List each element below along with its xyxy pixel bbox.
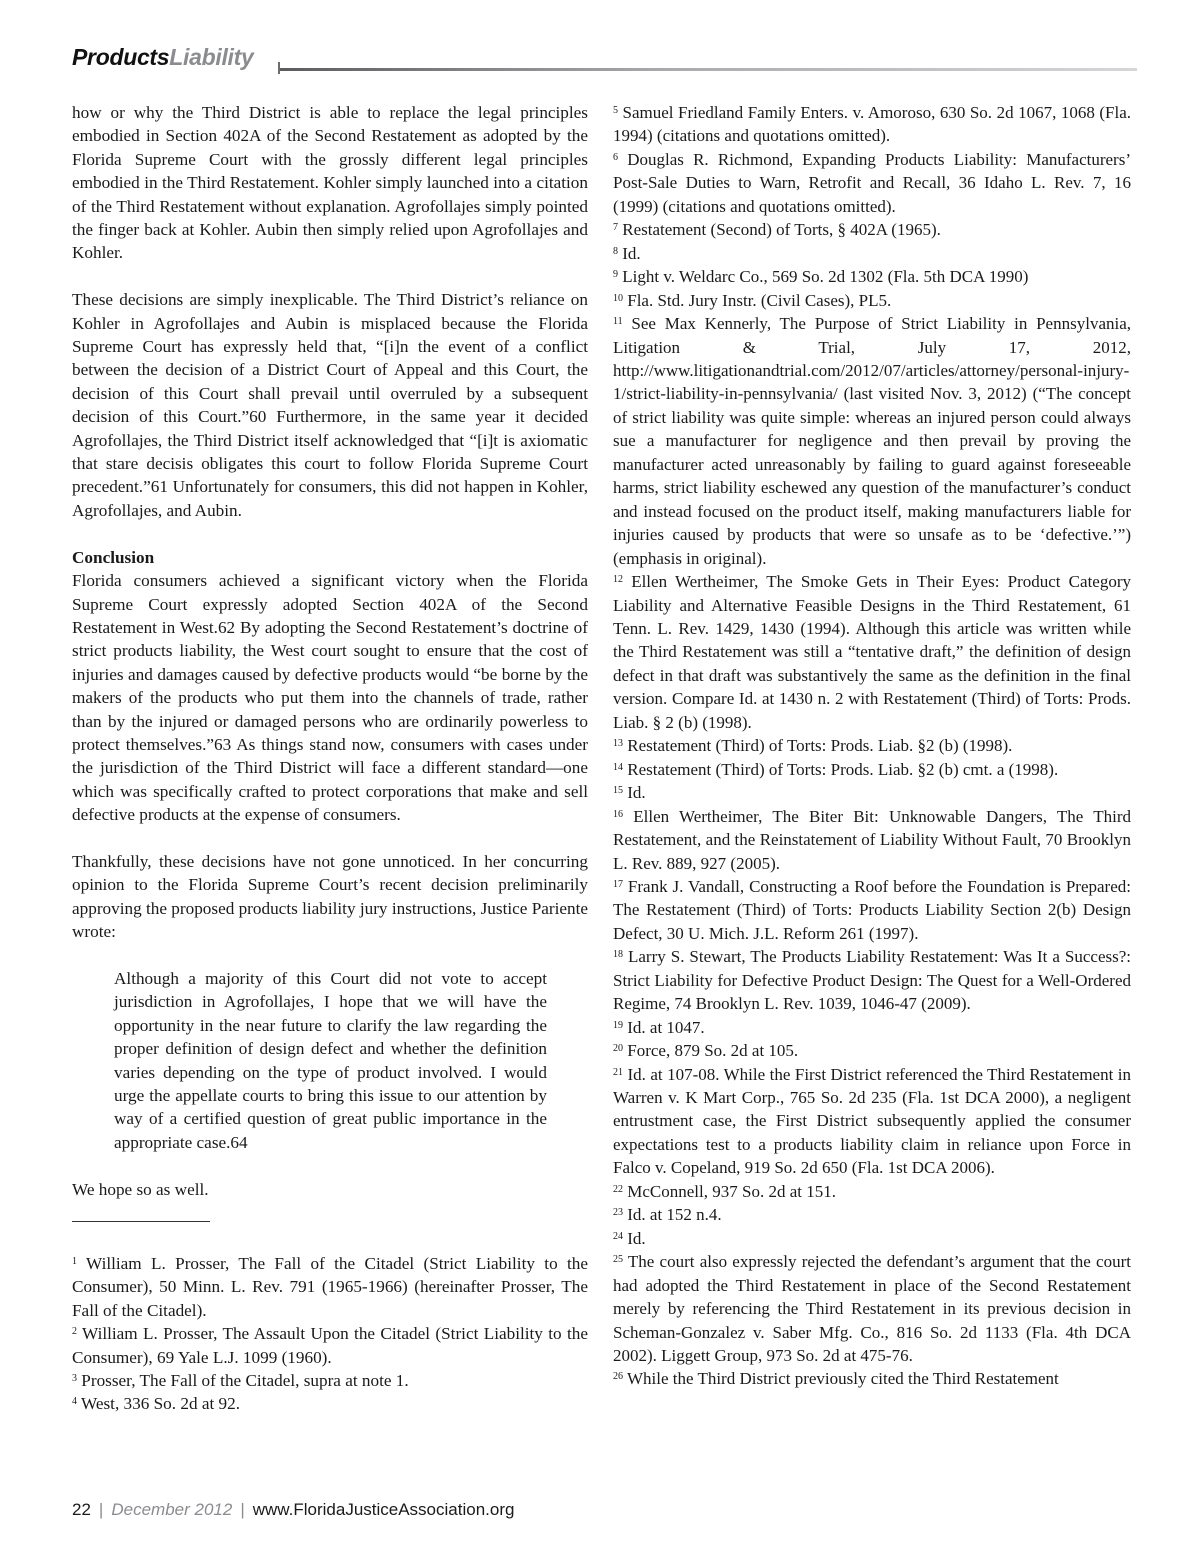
footnote-text: Ellen Wertheimer, The Biter Bit: Unknowable Dangers, The Third Restatement, and the Reinstatement of Liability Without Fault, 70 Brooklyn L. Rev. 889, 927 (2005). <box>613 806 1132 873</box>
footnote-text: Larry S. Stewart, The Products Liability Restatement: Was It a Success?: Strict Liability for Defective Product Design: The Quest for a Well-Ordered Regime, 74 Brooklyn L. Rev. 1039, 1046-47 (2009). <box>613 947 1132 1014</box>
footnote-text: West, 336 So. 2d at 92. <box>81 1394 241 1414</box>
website-link[interactable]: www.FloridaJusticeAssociation.org <box>252 1500 515 1519</box>
issue-date: December 2012 <box>111 1500 233 1519</box>
footnote-text: See Max Kennerly, The Purpose of Strict Liability in Pennsylvania, Litigation & Trial, July 17, 2012, http://www.litigationandtrial.com/2012/07/articles/attorney/personal-injury-1/strict-liability-in-pennsylvania/ (last visited Nov. 3, 2012) (“The concept of strict liability was quite simple: whereas an injured person could always sue a manufacturer for negligence and then prevail by proving the manufacturer acted unreasonably by failing to guard against foreseeable harms, strict liability eschewed any question of the manufacturer’s conduct and instead focused on the product itself, making manufacturers liable for injuries caused by products that were so unsafe as to be ‘defective.’”) (emphasis in original). <box>613 314 1132 568</box>
footnote <box>72 1369 588 1392</box>
section-title-part2: Liability <box>169 44 254 70</box>
footnote-number: 6 <box>613 151 618 163</box>
footnote-number: 15 <box>613 785 623 797</box>
footnote-number: 24 <box>613 1230 623 1242</box>
footnote-number: 7 <box>613 222 618 234</box>
footnote-number: 2 <box>72 1326 77 1338</box>
footnote-number: 14 <box>613 761 623 773</box>
footnote-text: Id. <box>622 243 641 263</box>
section-title-part1: Products <box>72 44 170 70</box>
footnotes-left <box>72 1252 588 1416</box>
footnote <box>613 242 1131 265</box>
footnote <box>613 570 1131 734</box>
footnote-number: 21 <box>613 1066 623 1078</box>
footnote-text: Prosser, The Fall of the Citadel, supra at note 1. <box>81 1371 409 1391</box>
footnote-number: 16 <box>613 808 623 820</box>
footnote-number: 26 <box>613 1371 623 1383</box>
paragraph-1: how or why the Third District is able to replace the legal principles embodied in Section 402A of the Second Restatement as adopted by the Florida Supreme Court with the grossly different legal principles embodied in the Third Restatement. Kohler simply launched into a citation of the Third Restatement without explanation. Agrofollajes simply pointed the finger back at Kohler. Aubin then simply relied upon Agrofollajes and Kohler. <box>72 103 588 263</box>
footnote <box>613 289 1131 312</box>
footnote <box>613 218 1131 241</box>
footnote-number: 3 <box>72 1373 77 1385</box>
footnote <box>613 312 1131 570</box>
footer-divider: | <box>98 1500 104 1519</box>
footnote-text: Light v. Weldarc Co., 569 So. 2d 1302 (Fla. 5th DCA 1990) <box>622 267 1029 287</box>
footnote-text: While the Third District previously cited the Third Restatement <box>626 1369 1059 1389</box>
footnote <box>613 734 1131 757</box>
footnote-text: The court also expressly rejected the defendant’s argument that the court had adopted the Third Restatement in place of the Second Restatement merely by referencing the Third Restatement in its previous decision in Scheman-Gonzalez v. Saber Mfg. Co., 816 So. 2d 1133 (Fla. 4th DCA 2002). Liggett Group, 973 So. 2d at 475-76. <box>613 1252 1131 1366</box>
footnote-text: Samuel Friedland Family Enters. v. Amoroso, 630 So. 2d 1067, 1068 (Fla. 1994) (citations and quotations omitted). <box>613 103 1131 146</box>
footnote <box>613 1180 1131 1203</box>
block-quote: Although a majority of this Court did not vote to accept jurisdiction in Agrofollajes, I hope that we will have the opportunity in the near future to clarify the law regarding the proper definition of design defect and whether the definition varies depending on the type of product involved. I would urge the appellate courts to bring this issue to our attention by way of a certified question of great public importance in the appropriate case.64 <box>114 968 547 1152</box>
footer-divider: | <box>240 1500 245 1519</box>
footnote-text: Id. at 1047. <box>627 1017 705 1037</box>
footnote <box>613 1367 1131 1390</box>
footnote-text: Restatement (Third) of Torts: Prods. Liab. §2 (b) (1998). <box>627 736 1013 756</box>
footnote-number: 4 <box>72 1396 77 1408</box>
footnote-number: 8 <box>613 245 618 257</box>
footnote-text: Id. <box>627 783 646 803</box>
section-title <box>72 44 254 71</box>
footnote-text: Id. <box>627 1228 646 1248</box>
footnote <box>613 758 1131 781</box>
left-column <box>72 101 588 1416</box>
footnote-number: 13 <box>613 738 623 750</box>
footnote-number: 5 <box>613 105 618 116</box>
footnote-number: 25 <box>613 1254 623 1266</box>
footnote <box>613 1063 1131 1180</box>
page-footer <box>72 1500 514 1520</box>
footnote-number: 18 <box>613 949 623 961</box>
footnote-separator <box>72 1221 210 1222</box>
footnote <box>613 1203 1131 1226</box>
conclusion-heading: Conclusion <box>72 547 155 567</box>
footnote-number: 10 <box>613 292 623 304</box>
footnote <box>613 1250 1131 1367</box>
footnote-text: William L. Prosser, The Fall of the Citadel (Strict Liability to the Consumer), 50 Minn. L. Rev. 791 (1965-1966) (hereinafter Prosser, The Fall of the Citadel). <box>72 1254 588 1320</box>
footnote-text: Fla. Std. Jury Instr. (Civil Cases), PL5. <box>627 290 892 310</box>
footnote-number: 20 <box>613 1043 623 1055</box>
paragraph-5: We hope so as well. <box>72 1179 209 1199</box>
footnote <box>72 1392 588 1415</box>
footnote-text: Force, 879 So. 2d at 105. <box>627 1041 799 1061</box>
footnote-number: 12 <box>613 574 623 586</box>
footnote-text: Frank J. Vandall, Constructing a Roof before the Foundation is Prepared: The Restatement (Third) of Torts: Products Liability Section 2(b) Design Defect, 30 U. Mich. J.L. Reform 261 (1997). <box>613 876 1131 943</box>
footnote-text: Restatement (Third) of Torts: Prods. Liab. §2 (b) cmt. a (1998). <box>627 759 1059 779</box>
footnote-text: William L. Prosser, The Assault Upon the Citadel (Strict Liability to the Consumer), 69 Yale L.J. 1099 (1960). <box>72 1324 588 1367</box>
right-column-footnotes <box>613 101 1131 1391</box>
paragraph-2: These decisions are simply inexplicable. The Third District’s reliance on Kohler in Agrofollajes and Aubin is misplaced because the Florida Supreme Court has expressly held that, “[i]n the event of a conflict between the decision of a District Court of Appeal and this Court, the decision of this Court shall prevail until overruled by a subsequent decision of this Court.”60 Furthermore, in the same year it decided Agrofollajes, the Third District itself acknowledged that “[i]t is axiomatic that stare decisis obligates this court to follow Florida Supreme Court precedent.”61 Unfortunately for consumers, this did not happen in Kohler, Agrofollajes, and Aubin. <box>72 290 588 520</box>
footnote-number: 11 <box>613 316 623 328</box>
page-header <box>72 44 1137 84</box>
footnote-text: Id. at 107-08. While the First District referenced the Third Restatement in Warren v. K Mart Corp., 765 So. 2d 235 (Fla. 1st DCA 2000), a negligent entrustment case, the First District subsequently applied the consumer expectations test to a products liability claim in reliance upon Force in Falco v. Copeland, 919 So. 2d 650 (Fla. 1st DCA 2006). <box>613 1064 1132 1178</box>
footnote-text: McConnell, 937 So. 2d at 151. <box>627 1181 836 1201</box>
footnote <box>72 1252 588 1322</box>
footnote <box>613 1016 1131 1039</box>
footnote <box>613 805 1131 875</box>
footnote-number: 22 <box>613 1183 623 1195</box>
footnote <box>613 265 1131 288</box>
footnote <box>72 1322 588 1369</box>
footnote-number: 1 <box>72 1256 77 1268</box>
footnote <box>613 148 1131 218</box>
footnote-number: 9 <box>613 269 618 281</box>
footnote-text: Douglas R. Richmond, Expanding Products Liability: Manufacturers’ Post-Sale Duties to Warn, Retrofit and Recall, 36 Idaho L. Rev. 7, 16 (1999) (citations and quotations omitted). <box>613 149 1131 216</box>
footnote <box>613 1227 1131 1250</box>
footnote-text: Restatement (Second) of Torts, § 402A (1965). <box>622 220 941 240</box>
footnote <box>613 781 1131 804</box>
page-number: 22 <box>72 1500 91 1519</box>
footnote-number: 23 <box>613 1207 623 1219</box>
paragraph-4: Thankfully, these decisions have not gone unnoticed. In her concurring opinion to the Florida Supreme Court’s recent decision preliminarily approving the proposed products liability jury instructions, Justice Pariente wrote: <box>72 851 589 942</box>
footnote <box>613 945 1131 1015</box>
footnote <box>613 875 1131 945</box>
footnote <box>613 101 1131 148</box>
footnote-text: Ellen Wertheimer, The Smoke Gets in Their Eyes: Product Category Liability and Alternative Feasible Designs in the Third Restatement, 61 Tenn. L. Rev. 1429, 1430 (1994). Although this article was written while the Third Restatement was still a “tentative draft,” the definition of design defect in that draft was substantively the same as the definition in the final version. Compare Id. at 1430 n. 2 with Restatement (Third) of Torts: Prods. Liab. § 2 (b) (1998). <box>613 572 1132 732</box>
header-rule <box>280 68 1137 71</box>
footnote-text: Id. at 152 n.4. <box>627 1205 722 1225</box>
footnote-number: 17 <box>613 878 623 890</box>
paragraph-3: Florida consumers achieved a significant victory when the Florida Supreme Court expressly adopted Section 402A of the Second Restatement in West.62 By adopting the Second Restatement’s doctrine of strict products liability, the West court sought to ensure that the cost of injuries and damages caused by defective products would “be borne by the makers of the products who put them into the channels of trade, rather than by the injured or damaged persons who are ordinarily powerless to protect themselves.”63 As things stand now, consumers with cases under the jurisdiction of the Third District will face a different standard—one which was specifically crafted to protect corporations that make and sell defective products at the expense of consumers. <box>72 571 588 825</box>
footnote <box>613 1039 1131 1062</box>
footnote-number: 19 <box>613 1019 623 1031</box>
